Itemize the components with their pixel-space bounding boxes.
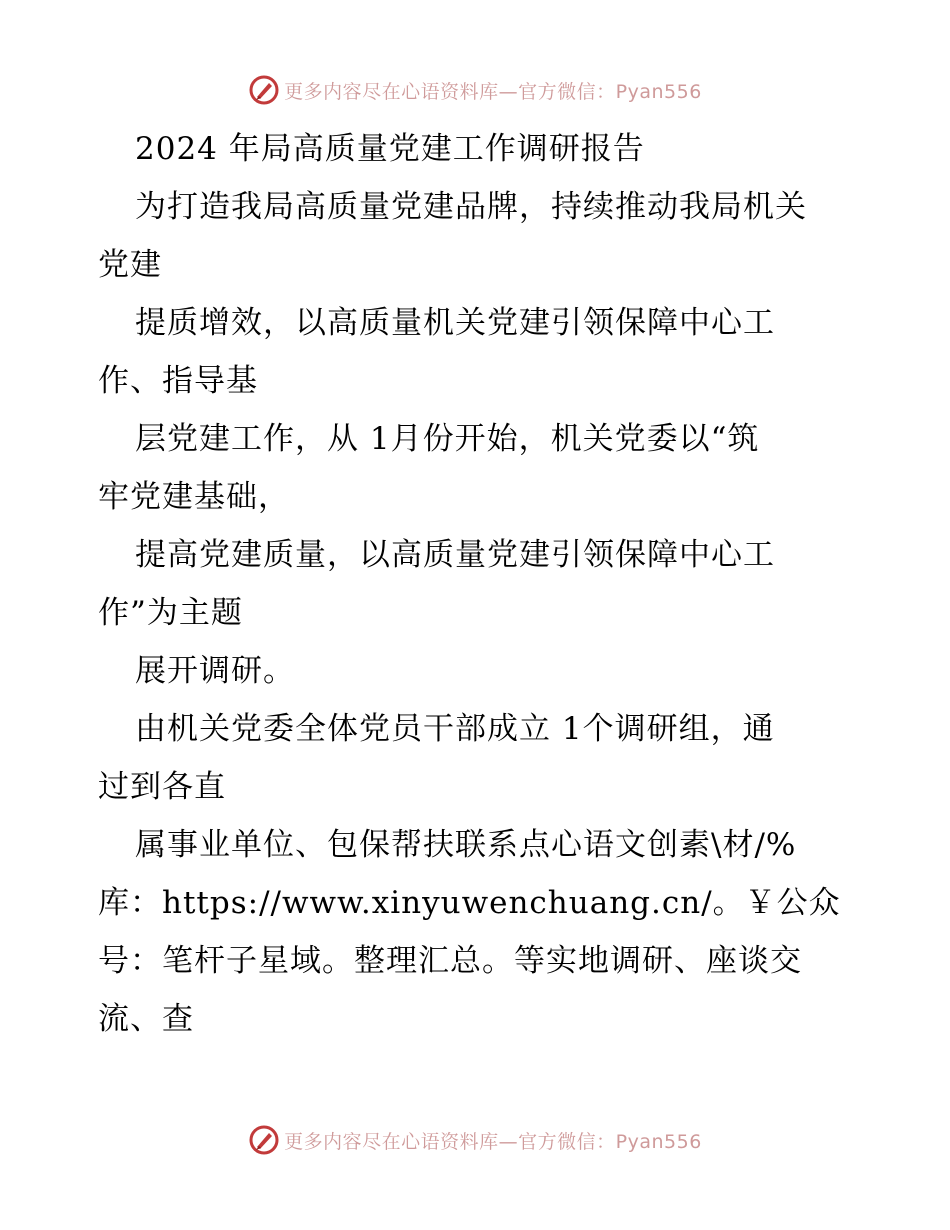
header-banner-text: 更多内容尽在心语资料库—官方微信：Pyan556 (284, 80, 702, 103)
paragraph-line: 作、指导基 (98, 363, 258, 399)
footer-banner (0, 1120, 950, 1160)
paragraph-line: 号：笔杆子星域。整理汇总。等实地调研、座谈交 (98, 943, 802, 979)
paragraph-line: 由机关党委全体党员干部成立 1个调研组，通 (135, 711, 775, 747)
pen-logo-icon (248, 1124, 280, 1156)
paragraph-line: 过到各直 (98, 769, 226, 805)
paragraph-line: 党建 (98, 247, 162, 283)
header-banner (0, 70, 950, 110)
document-title: 2024 年局高质量党建工作调研报告 (135, 131, 645, 167)
paragraph-line: 展开调研。 (135, 653, 295, 689)
document-body (98, 120, 858, 1048)
paragraph-line: 提质增效，以高质量机关党建引领保障中心工 (135, 305, 775, 341)
footer-banner-text: 更多内容尽在心语资料库—官方微信：Pyan556 (284, 1130, 702, 1153)
paragraph-line: 作”为主题 (98, 595, 243, 631)
paragraph-line: 为打造我局高质量党建品牌，持续推动我局机关 (135, 189, 807, 225)
paragraph-line: 层党建工作，从 1月份开始，机关党委以“筑 (135, 421, 760, 457)
paragraph-line: 属事业单位、包保帮扶联系点心语文创素\材/% (135, 827, 797, 863)
paragraph-line: 提高党建质量，以高质量党建引领保障中心工 (135, 537, 775, 573)
paragraph-line: 库：https://www.xinyuwenchuang.cn/。￥公众 (98, 885, 841, 921)
paragraph-line: 牢党建基础， (98, 479, 290, 515)
paragraph-line: 流、查 (98, 1001, 194, 1037)
pen-logo-icon (248, 74, 280, 106)
